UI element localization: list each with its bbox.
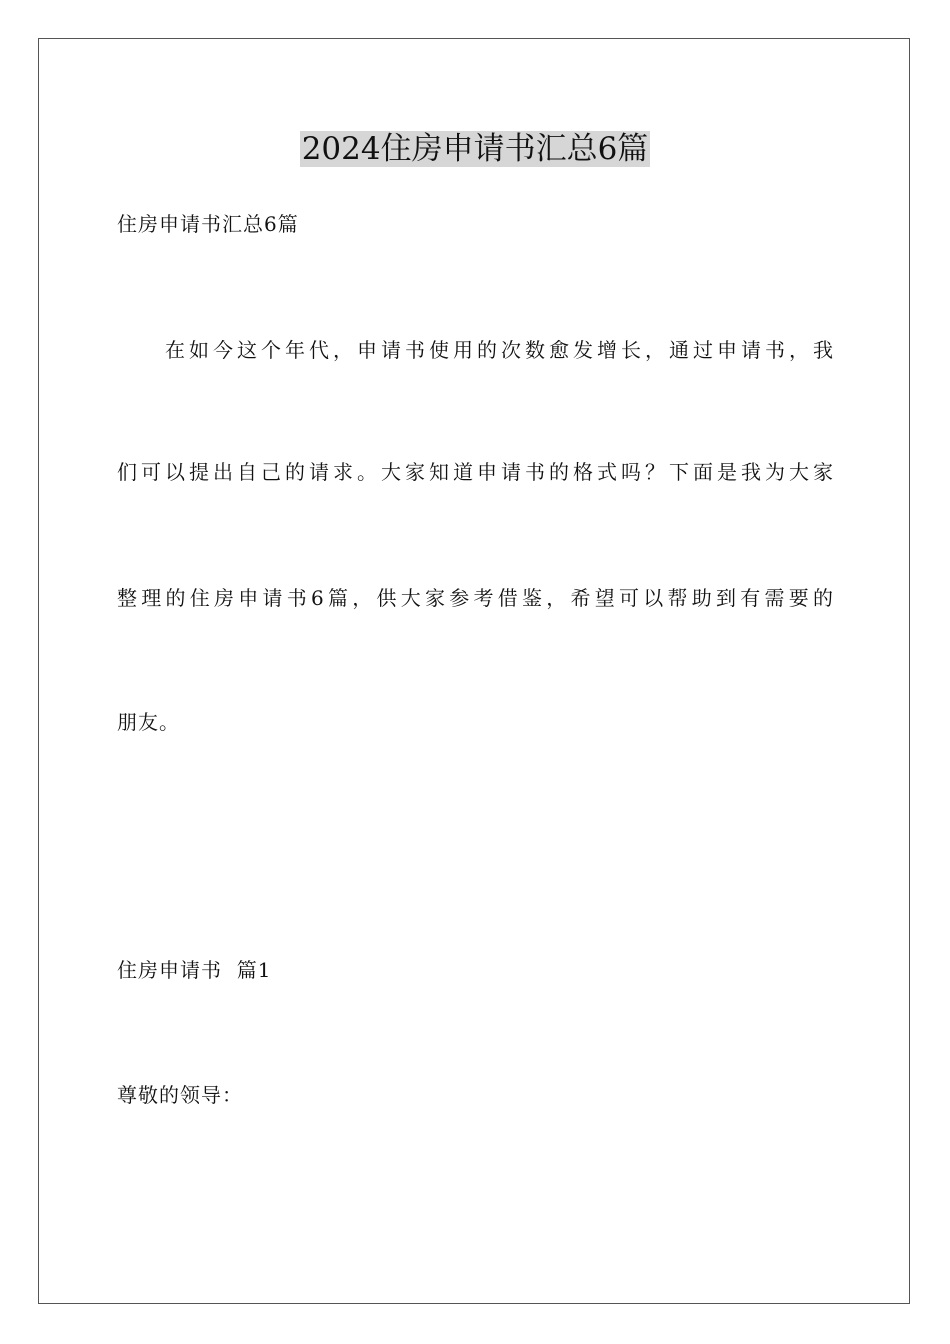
intro-line-3: 整 理 的 住 房 申 请 书 6 篇 ， 供 大 家 参 考 借 鉴 ， 希 望 可 以 帮 助 到 有 需 要 的: [117, 586, 833, 610]
intro-line-4: 朋友。: [117, 710, 180, 734]
document-title: [0, 127, 950, 171]
intro-line-1: 在 如 今 这 个 年 代 ， 申 请 书 使 用 的 次 数 愈 发 增 长 ， 通 过 申 请 书 ， 我: [165, 338, 833, 362]
document-title-text: 2024住房申请书汇总6篇: [301, 131, 649, 167]
section-heading: 住房申请书 篇1: [117, 958, 272, 982]
document-subtitle: 住房申请书汇总6篇: [117, 212, 299, 236]
intro-line-2: 们 可 以 提 出 自 己 的 请 求 。 大 家 知 道 申 请 书 的 格 式 吗 ？ 下 面 是 我 为 大 家: [117, 460, 833, 484]
salutation: 尊敬的领导：: [117, 1083, 243, 1107]
